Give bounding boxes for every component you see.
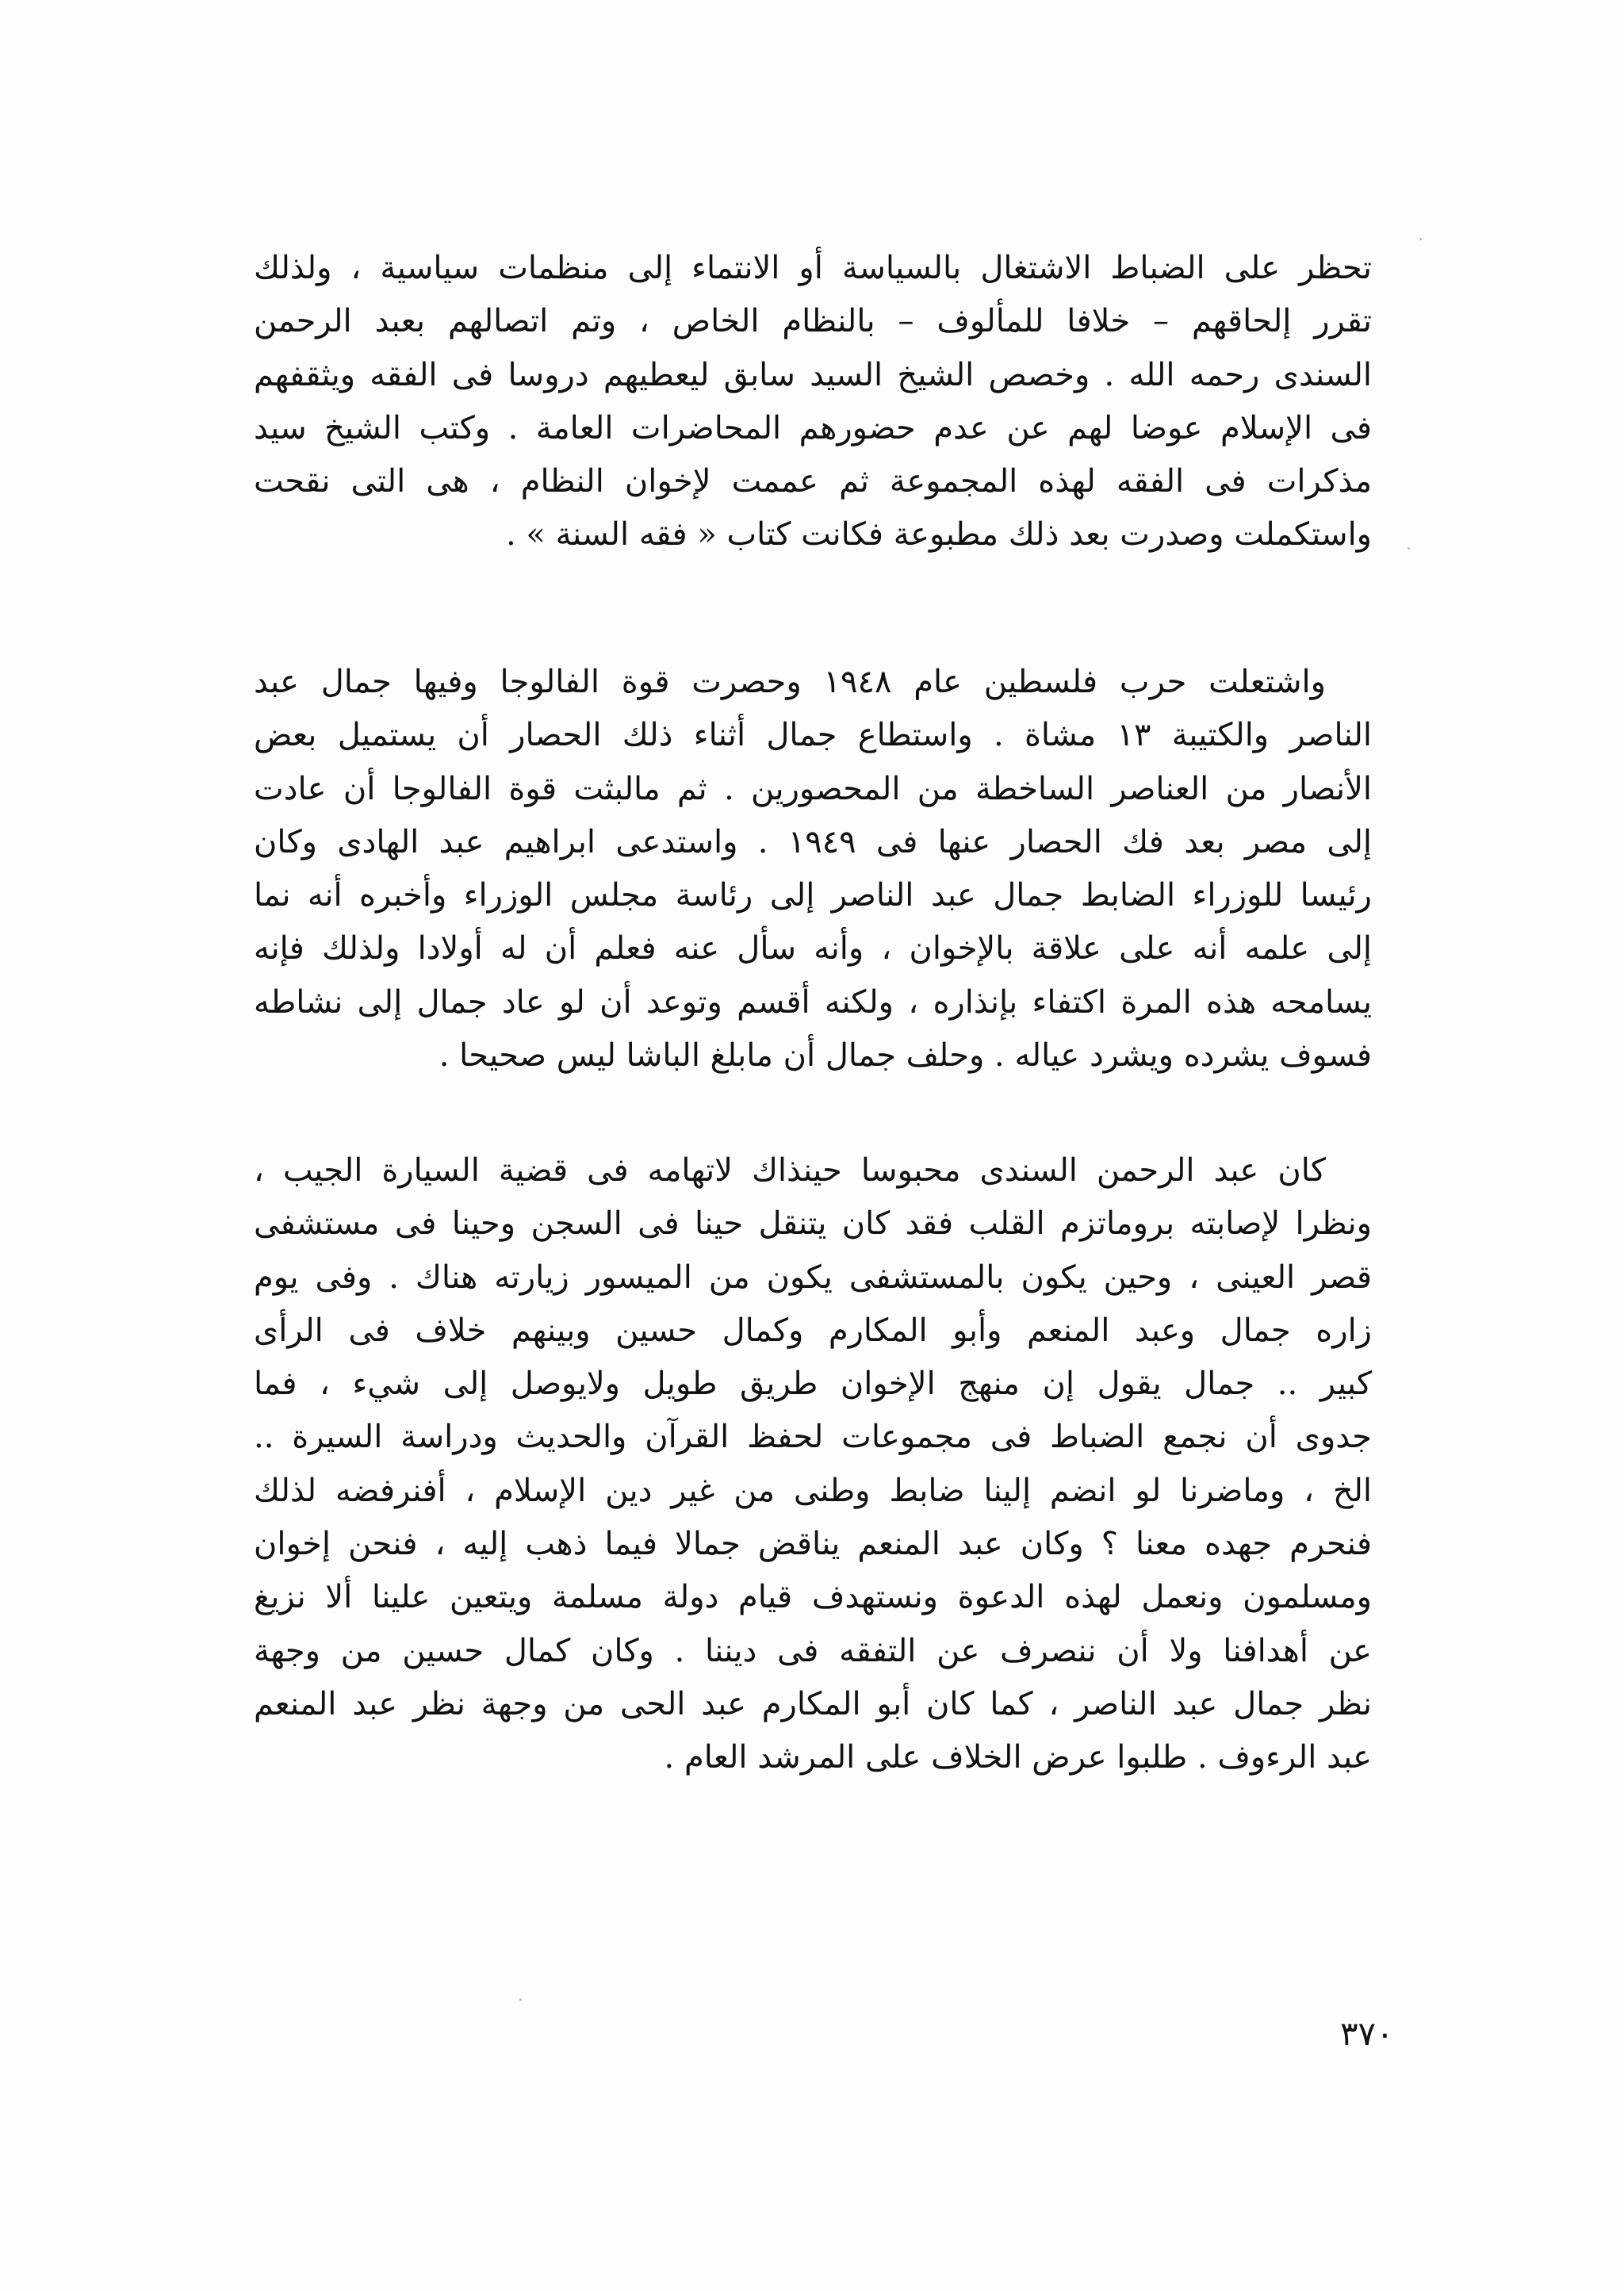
text-line: الخ ، وماضرنا لو انضم إلينا ضابط وطنى من غير دين الإسلام ، أفنرفضه لذلك [254, 1472, 1372, 1509]
text-line: كبير .. جمال يقول إن منهج الإخوان طريق طويل ولايوصل إلى شيء ، فما [254, 1366, 1372, 1403]
text-line: مذكرات فى الفقه لهذه المجموعة ثم عممت لإخوان النظام ، هى التى نقحت [254, 463, 1372, 500]
text-line: عبد الرءوف . طلبوا عرض الخلاف على المرشد العام . [664, 1739, 1372, 1776]
text-line: يسامحه هذه المرة اكتفاء بإنذاره ، ولكنه أقسم وتوعد أن لو عاد جمال إلى نشاطه [254, 983, 1372, 1021]
text-line: جدوى أن نجمع الضباط فى مجموعات لحفظ القرآن والحديث ودراسة السيرة .. [254, 1419, 1372, 1456]
text-line: واشتعلت حرب فلسطين عام ١٩٤٨ وحصرت قوة الفالوجا وفيها جمال عبد [254, 664, 1326, 700]
text-line: تقرر إلحاقهم – خلافا للمألوف – بالنظام الخاص ، وتم اتصالهم بعبد الرحمن [254, 303, 1372, 340]
paragraph-1 [254, 242, 1372, 562]
text-line: ومسلمون ونعمل لهذه الدعوة ونستهدف قيام دولة مسلمة ويتعين علينا ألا نزيغ [254, 1579, 1372, 1616]
text-line: الأنصار من العناصر الساخطة من المحصورين . ثم مالبثت قوة الفالوجا أن عادت [254, 770, 1372, 807]
text-line: السندى رحمه الله . وخصص الشيخ السيد سابق ليعطيهم دروسا فى الفقه ويثقفهم [254, 356, 1372, 393]
paragraph-2 [254, 656, 1372, 1082]
paragraph-3 [254, 1144, 1372, 1785]
text-line: فى الإسلام عوضا لهم عن عدم حضورهم المحاضرات العامة . وكتب الشيخ سيد [254, 409, 1372, 446]
scan-speck [519, 1998, 522, 2001]
text-line: فسوف يشرده ويشرد عياله . وحلف جمال أن مابلغ الباشا ليس صحيحا . [439, 1037, 1372, 1075]
text-line: زاره جمال وعبد المنعم وأبو المكارم وكمال حسين وبينهم خلاف فى الرأى [254, 1312, 1373, 1349]
text-line: تحظر على الضباط الاشتغال بالسياسة أو الانتماء إلى منظمات سياسية ، ولذلك [254, 250, 1372, 286]
page-number: ٣٧٠ [1340, 2014, 1394, 2053]
text-line: إلى علمه أنه على علاقة بالإخوان ، وأنه سأل عنه فعلم أن له أولادا ولذلك فإنه [254, 930, 1372, 967]
text-line: نظر جمال عبد الناصر ، كما كان أبو المكارم عبد الحى من وجهة نظر عبد المنعم [254, 1685, 1372, 1722]
text-line: فنحرم جهده معنا ؟ وكان عبد المنعم يناقض جمالا فيما ذهب إليه ، فنحن إخوان [254, 1526, 1372, 1563]
text-line: ونظرا لإصابته بروماتزم القلب فقد كان يتنقل حينا فى السجن وحينا فى مستشفى [254, 1205, 1372, 1243]
text-line: إلى مصر بعد فك الحصار عنها فى ١٩٤٩ . واستدعى ابراهيم عبد الهادى وكان [254, 823, 1373, 860]
text-line: عن أهدافنا ولا أن ننصرف عن التفقه فى ديننا . وكان كمال حسين من وجهة [254, 1632, 1372, 1669]
text-line: رئيسا للوزراء الضابط جمال عبد الناصر إلى رئاسة مجلس الوزراء وأخبره أنه نما [254, 877, 1372, 914]
text-line: الناصر والكتيبة ١٣ مشاة . واستطاع جمال أثناء ذلك الحصار أن يستميل بعض [254, 717, 1373, 754]
text-line: واستكملت وصدرت بعد ذلك مطبوعة فكانت كتاب « فقه السنة » . [505, 516, 1372, 554]
scan-speck [1408, 547, 1410, 550]
text-line: كان عبد الرحمن السندى محبوسا حينذاك لاتهامه فى قضية السيارة الجيب ، [254, 1152, 1326, 1189]
text-line: قصر العينى ، وحين يكون بالمستشفى يكون من الميسور زيارته هناك . وفى يوم [254, 1259, 1372, 1296]
scan-speck [1419, 238, 1422, 240]
